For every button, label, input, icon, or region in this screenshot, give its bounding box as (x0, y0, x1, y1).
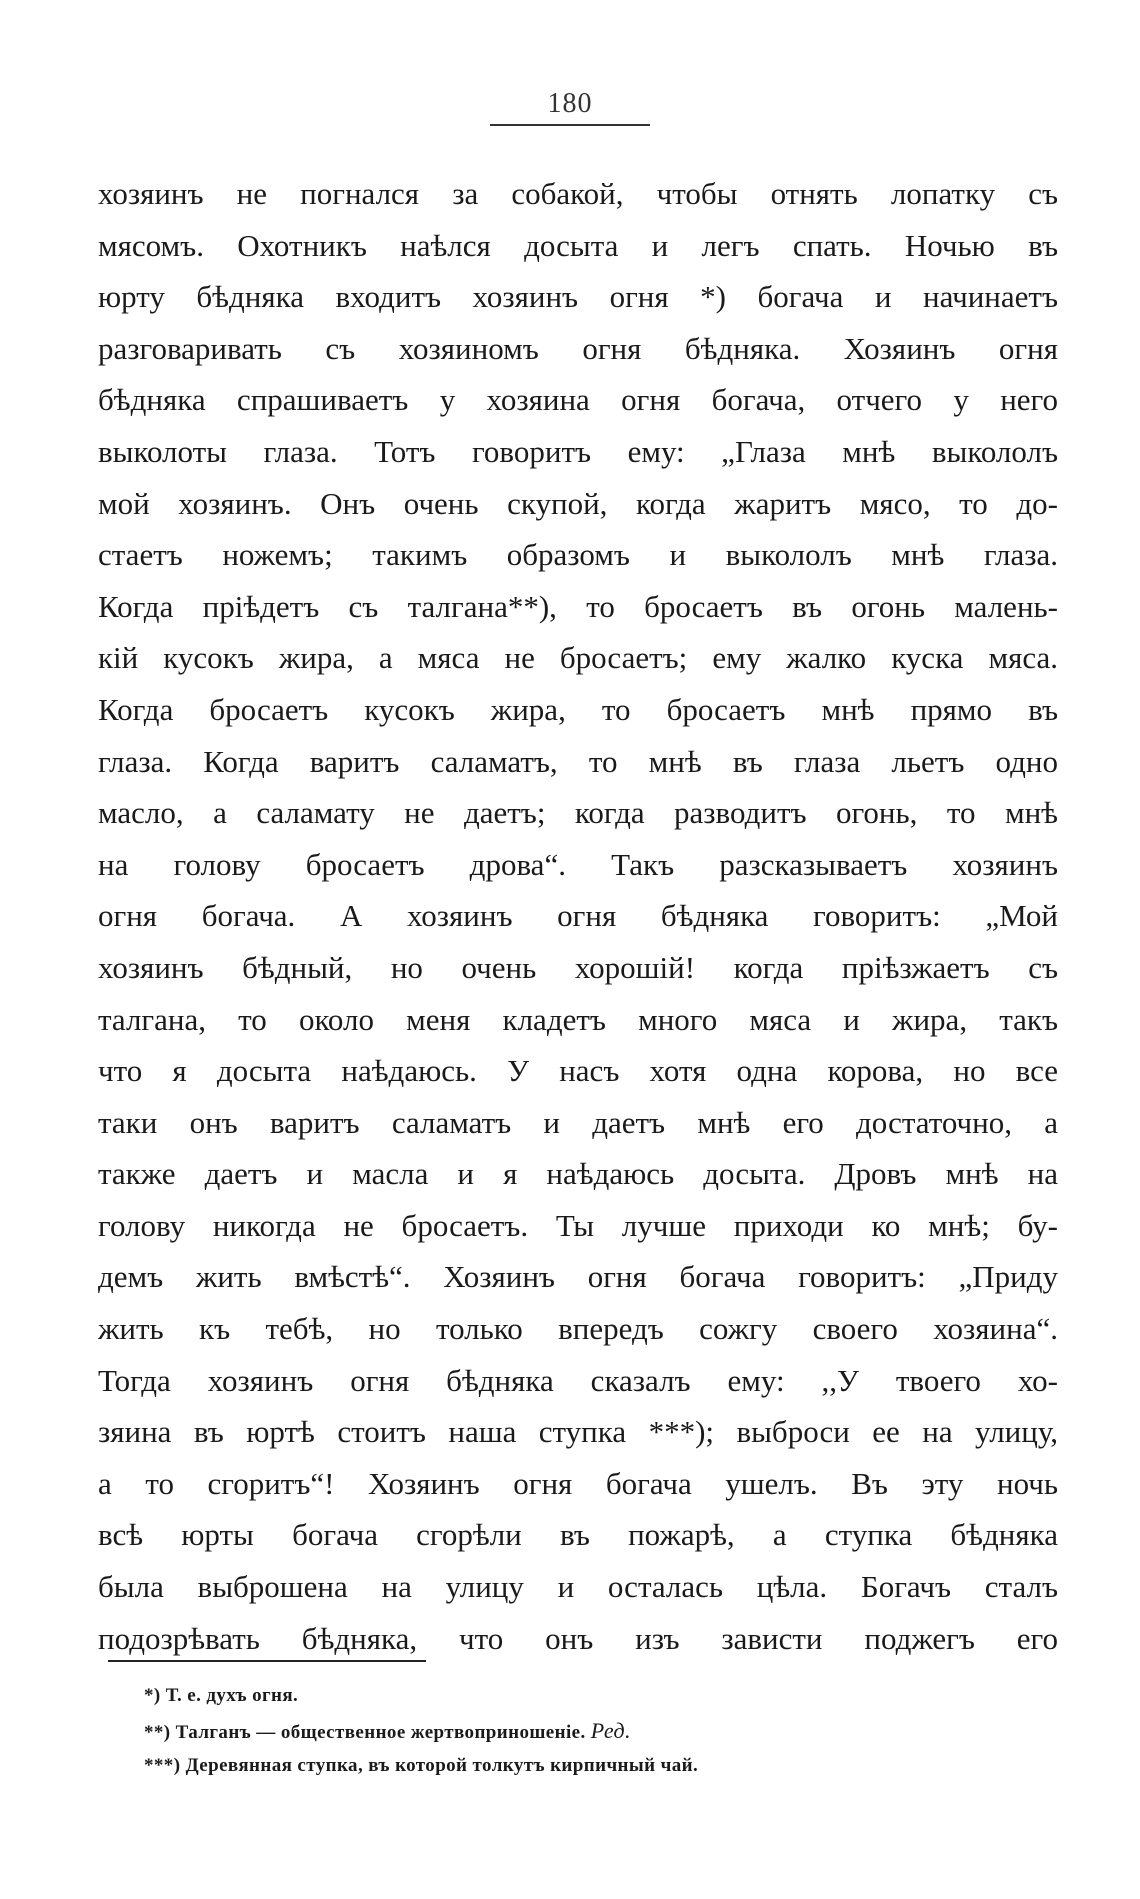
footnote-2-editor: Ред. (590, 1718, 631, 1743)
text-line: голову никогда не бросаетъ. Ты лучше приходи ко мнѣ; бу- (98, 1207, 1058, 1243)
text-line: таки онъ варитъ саламатъ и даетъ мнѣ его достаточно, а (98, 1104, 1058, 1140)
text-line: на голову бросаетъ дрова“. Такъ разсказываетъ хозяинъ (98, 846, 1058, 882)
text-line: мой хозяинъ. Онъ очень скупой, когда жаритъ мясо, то до- (98, 485, 1058, 521)
page-number: 180 (547, 88, 593, 119)
text-line: зяина въ юртѣ стоитъ наша ступка ***); выброси ее на улицу, (98, 1414, 1058, 1450)
text-line: стаетъ ножемъ; такимъ образомъ и выкололъ мнѣ глаза. (98, 537, 1058, 573)
text-line: хозяинъ не погнался за собакой, чтобы отнять лопатку съ (98, 176, 1058, 211)
text-line: масло, а саламату не даетъ; когда разводитъ огонь, то мнѣ (98, 795, 1058, 831)
text-line: кій кусокъ жира, а мяса не бросаетъ; ему жалко куска мяса. (98, 640, 1058, 676)
text-line: мясомъ. Охотникъ наѣлся досыта и легъ спать. Ночью въ (98, 227, 1058, 263)
text-line: разговаривать съ хозяиномъ огня бѣдняка. Хозяинъ огня (98, 330, 1058, 366)
text-line: а то сгоритъ“! Хозяинъ огня богача ушелъ. Въ эту ночь (98, 1465, 1058, 1501)
page-number-rule (490, 124, 650, 126)
text-line: Когда пріѣдетъ съ талгана**), то бросаетъ въ огонь малень- (98, 588, 1058, 624)
text-line: что я досыта наѣдаюсь. У насъ хотя одна корова, но все (98, 1053, 1058, 1089)
text-line: талгана, то около меня кладетъ много мяса и жира, такъ (98, 1001, 1058, 1037)
text-line: Когда бросаетъ кусокъ жира, то бросаетъ мнѣ прямо въ (98, 691, 1058, 727)
text-line: юрту бѣдняка входитъ хозяинъ огня *) богача и начинаетъ (98, 279, 1058, 315)
text-line: подозрѣвать бѣдняка, что онъ изъ зависти поджегъ его (98, 1620, 1058, 1656)
body-text (98, 168, 1058, 1664)
text-line: огня богача. А хозяинъ огня бѣдняка говоритъ: „Мой (98, 898, 1058, 934)
footnote-1: *) Т. е. духъ огня. (144, 1685, 299, 1706)
footnote-3: ***) Деревянная ступка, въ которой толкутъ кирпичный чай. (144, 1755, 699, 1776)
text-line: хозяинъ бѣдный, но очень хорошій! когда пріѣзжаетъ съ (98, 949, 1058, 985)
text-line: жить къ тебѣ, но только впередъ сожгу своего хозяина“. (98, 1311, 1058, 1347)
footnotes (144, 1678, 1044, 1783)
text-line: выколоты глаза. Тотъ говоритъ ему: „Глаза мнѣ выкололъ (98, 433, 1058, 469)
text-line: демъ жить вмѣстѣ“. Хозяинъ огня богача говоритъ: „Приду (98, 1259, 1058, 1295)
footnote-rule (108, 1660, 426, 1662)
text-line: глаза. Когда варитъ саламатъ, то мнѣ въ глаза льетъ одно (98, 743, 1058, 779)
footnote-2 (144, 1713, 1044, 1748)
text-line: Тогда хозяинъ огня бѣдняка сказалъ ему: ,,У твоего хо- (98, 1362, 1058, 1398)
footnote-2-text: **) Талганъ — общественное жертвоприношеніе. (144, 1722, 586, 1743)
text-line: всѣ юрты богача сгорѣли въ пожарѣ, а ступка бѣдняка (98, 1517, 1058, 1553)
text-line: бѣдняка спрашиваетъ у хозяина огня богача, отчего у него (98, 382, 1058, 418)
text-line: была выброшена на улицу и осталась цѣла. Богачъ сталъ (98, 1569, 1058, 1605)
text-line: также даетъ и масла и я наѣдаюсь досыта. Дровъ мнѣ на (98, 1156, 1058, 1192)
